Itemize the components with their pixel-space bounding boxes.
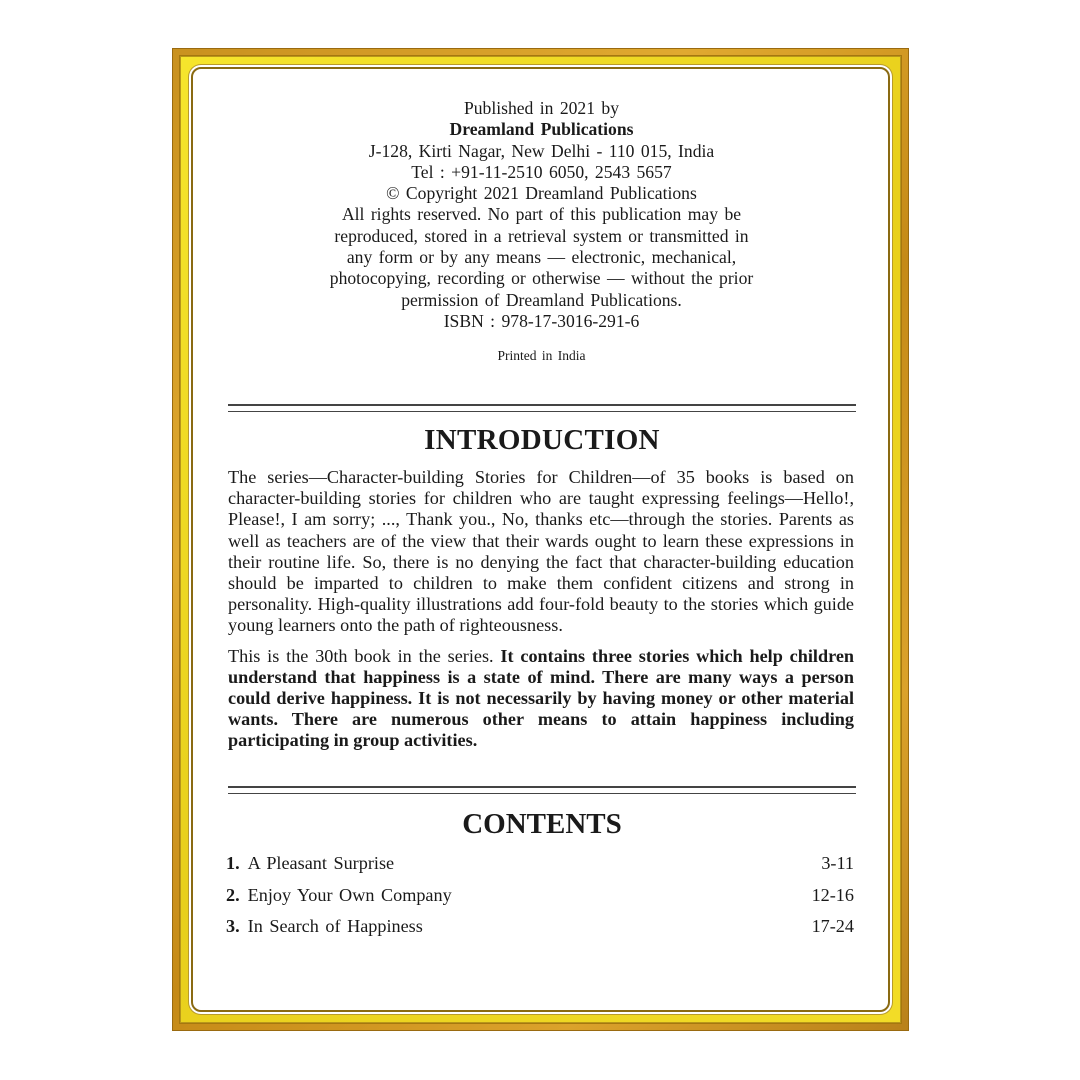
contents-item [226,882,854,914]
imprint-text [228,98,855,332]
introduction-body [228,467,854,761]
contents-item-number: 2. [226,884,240,905]
contents-item-pages: 17-24 [811,916,854,936]
imprint-rights-line: permission of Dreamland Publications. [401,289,682,310]
imprint-rights-line: any form or by any means — electronic, mechanical, [346,247,737,268]
imprint-publisher: Dreamland Publications [449,119,634,140]
section-divider [228,404,856,412]
imprint-rights-line: reproduced, stored in a retrieval system or transmitted in [334,225,749,246]
contents-item [226,913,854,945]
imprint-rights-line: All rights reserved. No part of this publication may be [341,204,742,225]
contents-item-number: 1. [226,853,240,873]
imprint-tel: Tel : +91-11-2510 6050, 2543 5657 [411,161,672,182]
contents-item-title: A Pleasant Surprise [247,853,395,873]
introduction-paragraph: The series—Character-building Stories for Children—of 35 books is based on character-building stories for children who are taught expressing feelings—Hello!, Please!, I am sorry; ..., Thank you., No, thanks etc—through the stories. Parents as well as teachers are of the view that their wards ought to learn these expressions in their routine life. So, there is no denying the fact that character-building education should be imparted to children to make them confident citizens and strong in personality. High-quality illustrations add four-fold beauty to the stories which guide young learners onto the path of righteousness. [228,467,854,636]
contents-item-title: Enjoy Your Own Company [247,884,452,905]
contents-heading: CONTENTS [462,808,622,840]
contents-item-pages: 3-11 [821,853,854,873]
introduction-paragraph-plain: This is the 30th book in the series. [228,645,501,666]
imprint-address: J-128, Kirti Nagar, New Delhi - 110 015, India [368,140,715,161]
contents-item-title: In Search of Happiness [247,916,423,936]
introduction-paragraph-bold: It contains three stories which help children understand that happiness is a state of mind. There are many ways a person could derive happiness. It is not necessarily by having money or other material wants. There are numerous other means to attain happiness including participating in group activities. [228,645,855,751]
introduction-heading: INTRODUCTION [424,424,660,456]
introduction-paragraph [228,646,854,752]
imprint-rights-line: photocopying, recording or otherwise — without the prior [329,268,754,289]
printed-in-note: Printed in India [497,348,586,364]
imprint-copyright: © Copyright 2021 Dreamland Publications [386,183,697,204]
imprint-isbn: ISBN : 978-17-3016-291-6 [443,310,640,331]
contents-list [226,850,854,945]
imprint-published-line: Published in 2021 by [463,98,620,118]
section-divider [228,786,856,794]
contents-item-number: 3. [226,916,240,936]
contents-item-pages: 12-16 [811,884,854,905]
contents-item [226,850,854,882]
imprint-block [228,98,855,364]
